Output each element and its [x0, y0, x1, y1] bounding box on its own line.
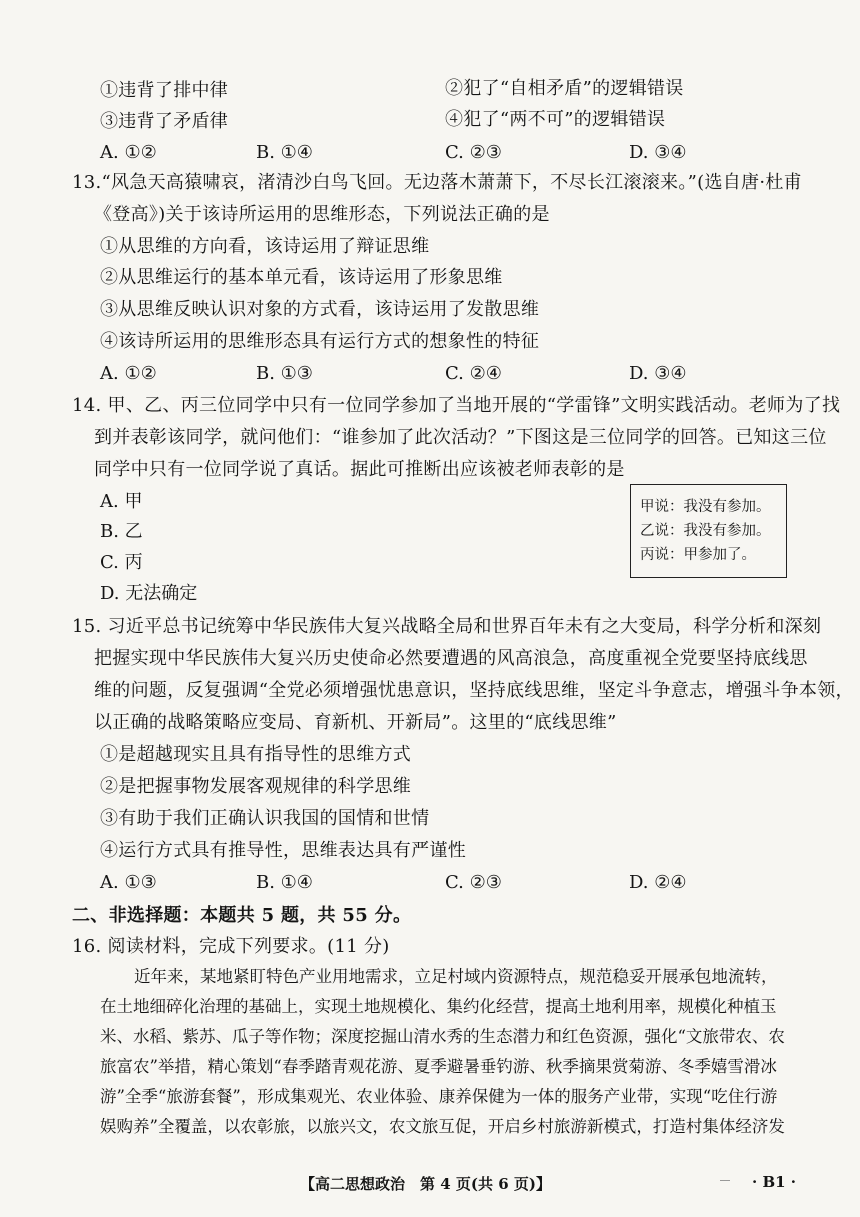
q16-material: [100, 962, 800, 1142]
q13-option-d: D. ③④: [629, 363, 687, 384]
q13-statement-1: ①从思维的方向看，该诗运用了辩证思维: [100, 236, 430, 257]
q12-statement-3: ③违背了矛盾律: [100, 111, 229, 132]
q14-stem-line-2: 到并表彰该同学，就问他们：“谁参加了此次活动？”下图这是三位同学的回答。已知这三位: [94, 427, 827, 448]
q15-option-a: A. ①③: [100, 872, 157, 893]
q15-statement-2: ②是把握事物发展客观规律的科学思维: [100, 776, 412, 797]
q15-option-c: C. ②③: [445, 872, 502, 893]
answer-bing: 丙说：甲参加了。: [640, 547, 756, 563]
q14-stem-line-1: 14. 甲、乙、丙三位同学中只有一位同学参加了当地开展的“学雷锋”文明实践活动。老师为了找: [72, 395, 841, 416]
q15-statement-3: ③有助于我们正确认识我国的国情和世情: [100, 808, 430, 829]
q15-stem-line-1: 15. 习近平总书记统筹中华民族伟大复兴战略全局和世界百年未有之大变局，科学分析和深刻: [72, 616, 822, 637]
q14-stem-line-3: 同学中只有一位同学说了真话。据此可推断出应该被老师表彰的是: [94, 459, 625, 480]
q15-option-b: B. ①④: [256, 872, 313, 893]
q16-material-line-6: 娱购养”全覆盖，以农彰旅，以旅兴文，农文旅互促，开启乡村旅游新模式，打造村集体经济发: [100, 1117, 785, 1136]
q13-statement-3: ③从思维反映认识对象的方式看，该诗运用了发散思维: [100, 299, 540, 320]
answer-yi: 乙说：我没有参加。: [640, 523, 771, 539]
q15-statement-1: ①是超越现实且具有指导性的思维方式: [100, 744, 412, 765]
q13-option-b: B. ①③: [256, 363, 313, 384]
q13-statement-4: ④该诗所运用的思维形态具有运行方式的想象性的特征: [100, 331, 540, 352]
q14-option-b: B. 乙: [100, 521, 143, 542]
q15-option-d: D. ②④: [629, 872, 687, 893]
q16-material-line-1: 近年来，某地紧盯特色产业用地需求，立足村域内资源特点，规范稳妥开展承包地流转，: [134, 967, 778, 986]
student-answers-box: [630, 484, 787, 578]
q12-statement-4: ④犯了“两不可”的逻辑错误: [445, 109, 666, 130]
q13-stem-line-2: 《登高》)关于该诗所运用的思维形态，下列说法正确的是: [94, 204, 550, 225]
q12-option-d: D. ③④: [629, 142, 687, 163]
exam-code: · B1 ·: [752, 1173, 797, 1191]
q16-heading: 16. 阅读材料，完成下列要求。(11 分): [72, 936, 390, 957]
q15-stem-line-4: 以正确的战略策略应变局、育新机、开新局”。这里的“底线思维”: [94, 712, 617, 733]
footer-dash: [720, 1180, 730, 1181]
q16-material-line-5: 游”全季“旅游套餐”，形成集观光、农业体验、康养保健为一体的服务产业带，实现“吃住行游: [100, 1087, 778, 1106]
section-heading: 二、非选择题：本题共 5 题，共 55 分。: [72, 905, 412, 926]
q13-option-a: A. ①②: [100, 363, 157, 384]
q14-option-a: A. 甲: [100, 491, 143, 512]
q13-statement-2: ②从思维运行的基本单元看，该诗运用了形象思维: [100, 267, 503, 288]
q16-material-line-2: 在土地细碎化治理的基础上，实现土地规模化、集约化经营，提高土地利用率，规模化种植玉: [100, 997, 777, 1016]
q16-material-line-3: 米、水稻、紫苏、瓜子等作物；深度挖掘山清水秀的生态潜力和红色资源，强化“文旅带农、农: [100, 1027, 785, 1046]
page-footer: 【高二思想政治 第 4 页(共 6 页)】: [300, 1175, 551, 1193]
q15-stem-line-3: 维的问题，反复强调“全党必须增强忧患意识，坚持底线思维，坚定斗争意志，增强斗争本领，: [94, 680, 854, 701]
q12-option-a: A. ①②: [100, 142, 157, 163]
q12-statement-2: ②犯了“自相矛盾”的逻辑错误: [445, 78, 684, 99]
q14-option-d: D. 无法确定: [100, 583, 198, 604]
q16-material-line-4: 旅富农”举措，精心策划“春季踏青观花游、夏季避暑垂钓游、秋季摘果赏菊游、冬季嬉雪滑冰: [100, 1057, 777, 1076]
q12-statement-1: ①违背了排中律: [100, 80, 229, 101]
q13-option-c: C. ②④: [445, 363, 502, 384]
q12-option-c: C. ②③: [445, 142, 502, 163]
answer-jia: 甲说：我没有参加。: [640, 499, 771, 515]
q15-statement-4: ④运行方式具有推导性，思维表达具有严谨性: [100, 840, 466, 861]
q12-option-b: B. ①④: [256, 142, 313, 163]
q15-stem-line-2: 把握实现中华民族伟大复兴历史使命必然要遭遇的风高浪急，高度重视全党要坚持底线思: [94, 648, 808, 669]
q14-option-c: C. 丙: [100, 552, 143, 573]
q13-stem-line-1: 13.“风急天高猿啸哀，渚清沙白鸟飞回。无边落木萧萧下，不尽长江滚滚来。”(选自唐·杜甫: [72, 172, 802, 193]
